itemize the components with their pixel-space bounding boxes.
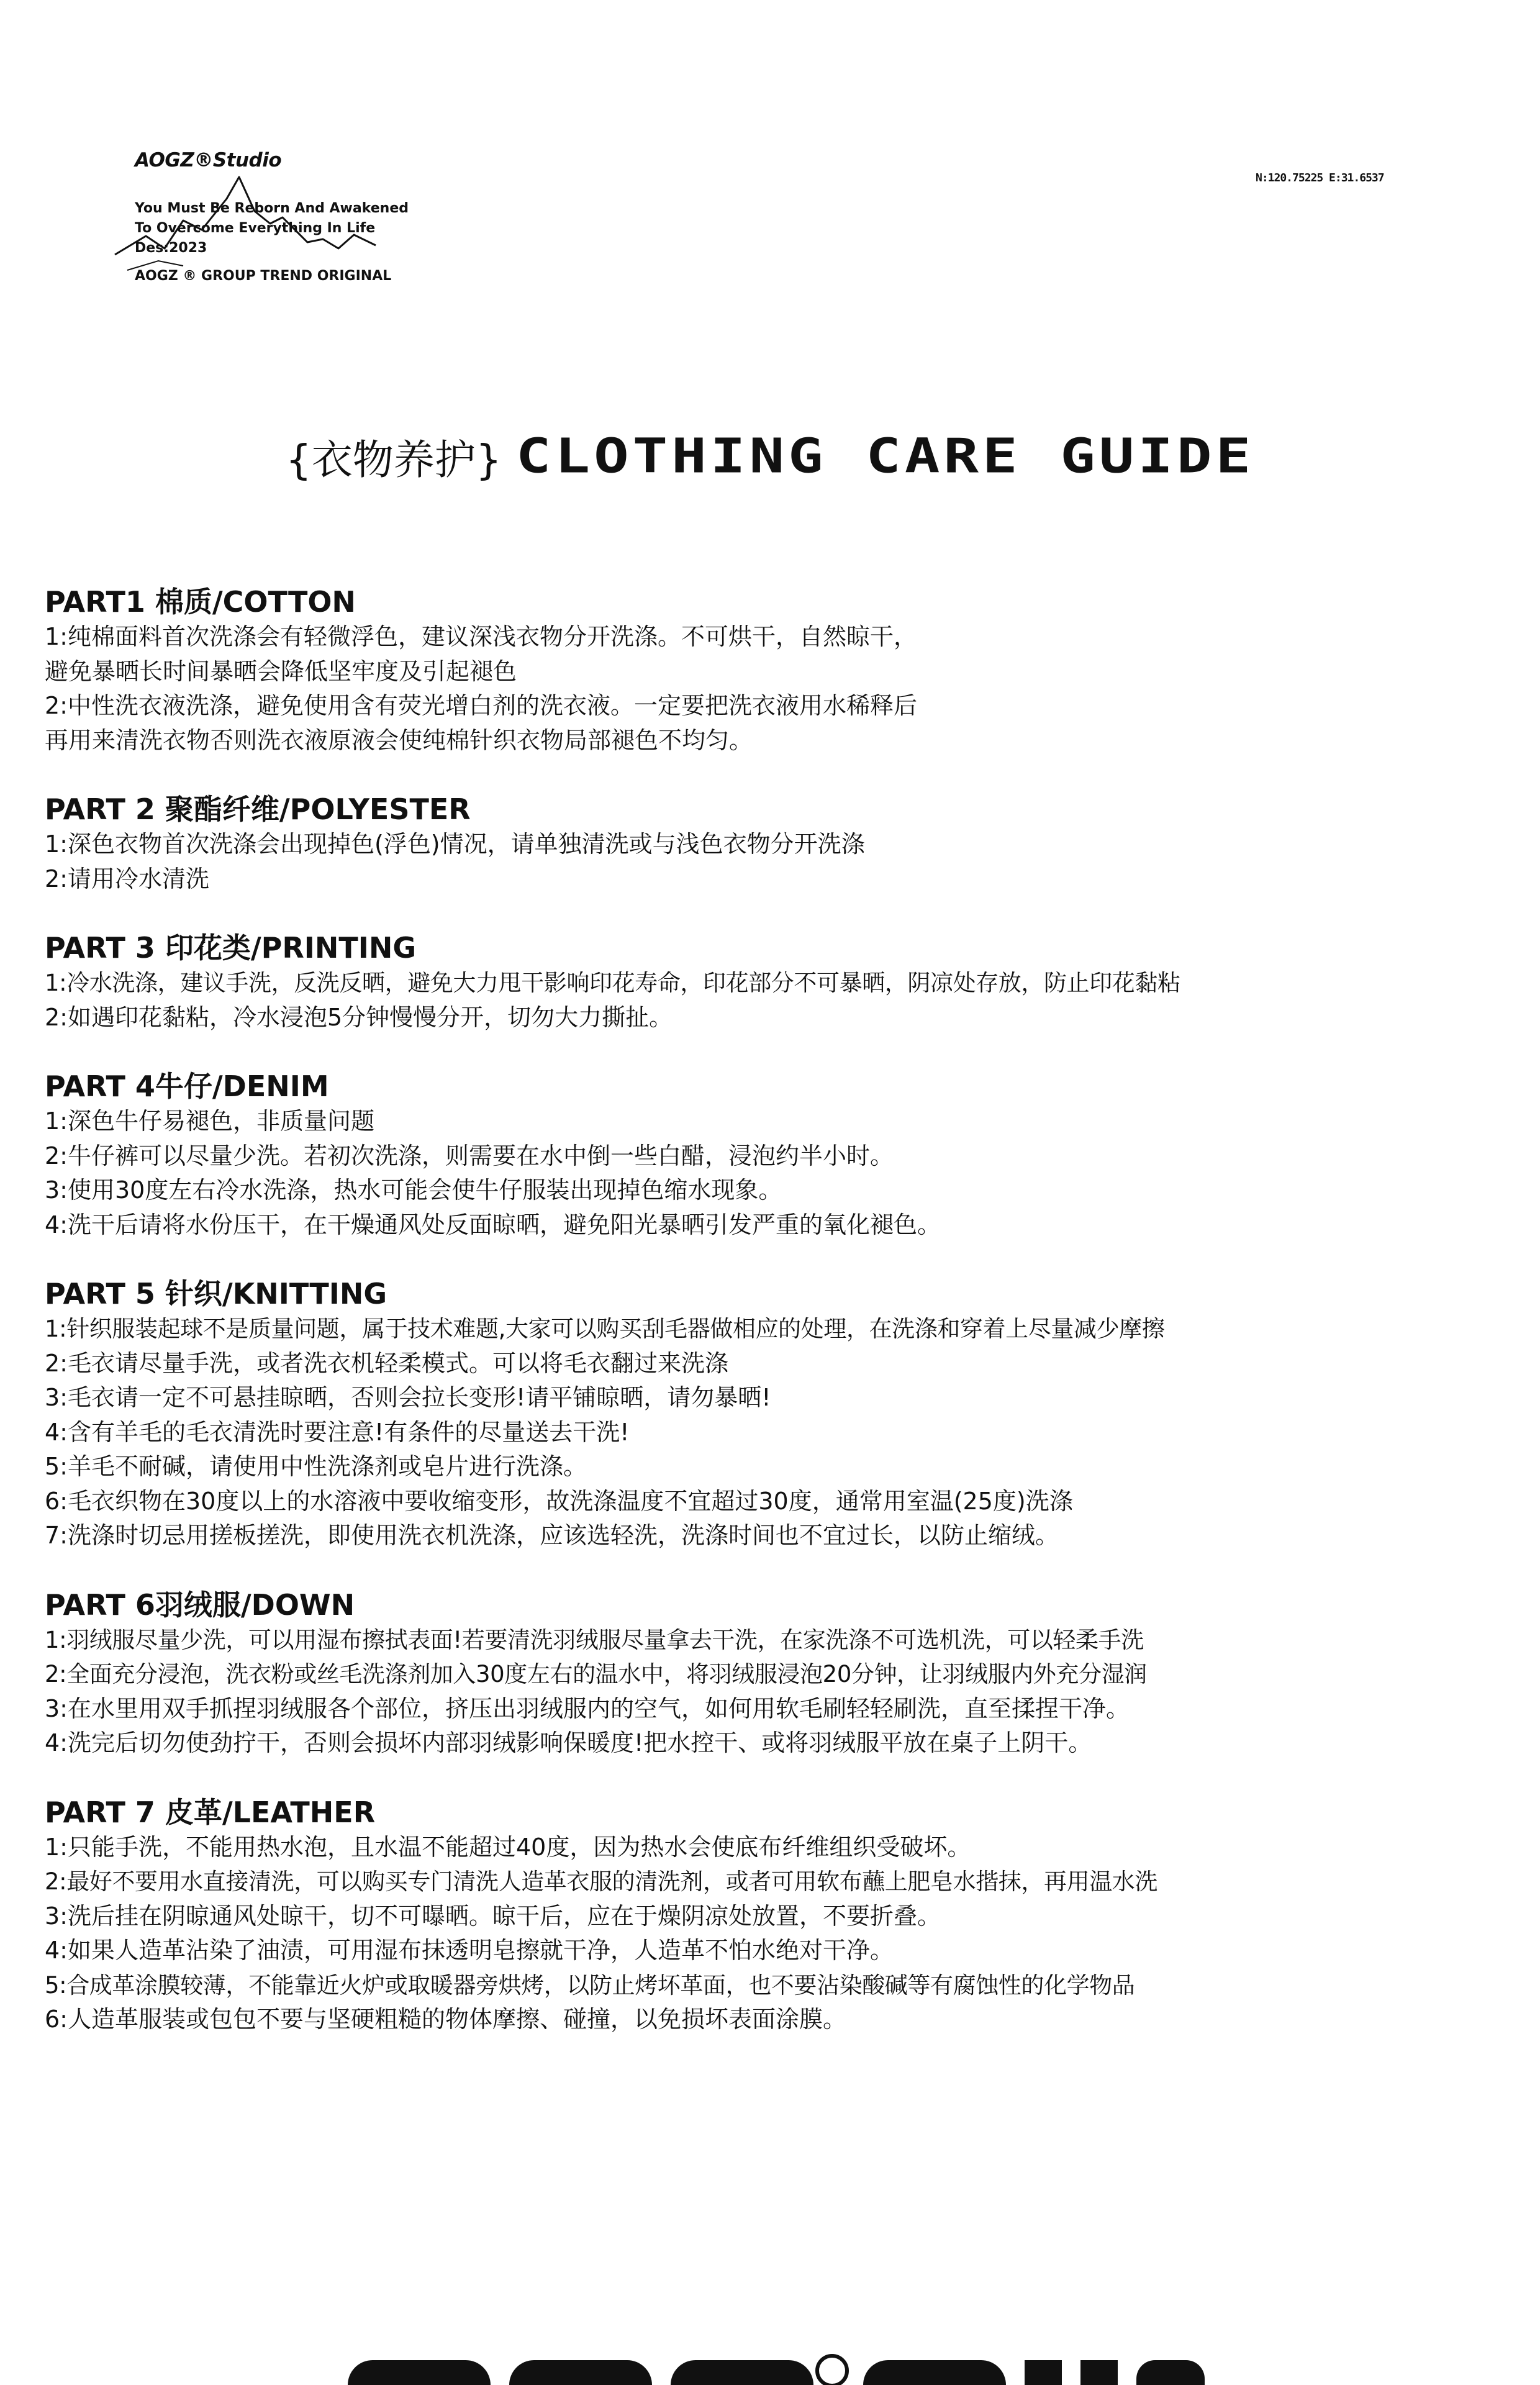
section-title: PART 4牛仔/DENIM bbox=[45, 1070, 329, 1103]
section-item: 5:羊毛不耐碱，请使用中性洗涤剂或皂片进行洗涤。 bbox=[45, 1453, 587, 1480]
section-item: 2:牛仔裤可以尽量少洗。若初次洗涤，则需要在水中倒一些白醋，浸泡约半小时。 bbox=[45, 1142, 894, 1170]
slogan-line: To Overcome Everything In Life bbox=[135, 220, 376, 236]
brand-wordmark-footer bbox=[348, 2337, 1205, 2385]
brand-slogan bbox=[135, 199, 409, 258]
section-printing bbox=[45, 930, 1510, 1035]
section-title: PART 5 针织/KNITTING bbox=[45, 1277, 387, 1311]
section-title: PART 7 皮革/LEATHER bbox=[45, 1795, 376, 1829]
section-item: 3:毛衣请一定不可悬挂晾晒，否则会拉长变形!请平铺晾晒，请勿暴晒! bbox=[45, 1384, 771, 1411]
page-title-cn: {衣物养护} bbox=[285, 436, 502, 484]
slogan-line: You Must Be Reborn And Awakened bbox=[135, 201, 409, 216]
section-item: 2:请用冷水清洗 bbox=[45, 865, 209, 893]
section-polyester bbox=[45, 791, 1510, 896]
section-knitting bbox=[45, 1276, 1510, 1553]
brand-subtitle: AOGZ ® GROUP TREND ORIGINAL bbox=[135, 268, 392, 284]
section-item: 2:最好不要用水直接清洗，可以购买专门清洗人造革衣服的清洗剂，或者可用软布蘸上肥皂水揩抹，再用温水洗 bbox=[45, 1868, 1158, 1895]
section-leather bbox=[45, 1794, 1510, 2037]
section-item: 3:使用30度左右冷水洗涤，热水可能会使牛仔服装出现掉色缩水现象。 bbox=[45, 1176, 782, 1204]
slogan-line: Des:2023 bbox=[135, 240, 207, 256]
section-item: 1:深色衣物首次洗涤会出现掉色(浮色)情况，请单独清洗或与浅色衣物分开洗涤 bbox=[45, 830, 865, 858]
page-title-en: CLOTHING CARE GUIDE bbox=[515, 428, 1255, 484]
section-item: 1:深色牛仔易褪色，非质量问题 bbox=[45, 1107, 374, 1135]
section-title: PART 6羽绒服/DOWN bbox=[45, 1588, 355, 1622]
section-item: 6:毛衣织物在30度以上的水溶液中要收缩变形，故洗涤温度不宜超过30度，通常用室温(25度)洗涤 bbox=[45, 1487, 1073, 1515]
section-cotton bbox=[45, 584, 1510, 758]
section-item: 3:洗后挂在阴晾通风处晾干，切不可曝晒。晾干后，应在于燥阴凉处放置，不要折叠。 bbox=[45, 1902, 941, 1930]
section-item: 6:人造革服装或包包不要与坚硬粗糙的物体摩擦、碰撞，以免损坏表面涂膜。 bbox=[45, 2006, 846, 2033]
brand-wordmark-graphic bbox=[348, 2337, 1205, 2385]
section-item: 5:合成革涂膜较薄，不能靠近火炉或取暖器旁烘烤，以防止烤坏革面，也不要沾染酸碱等有腐蚀性的化学物品 bbox=[45, 1971, 1135, 1999]
section-denim bbox=[45, 1068, 1510, 1242]
section-title: PART 2 聚酯纤维/POLYESTER bbox=[45, 793, 471, 826]
section-item: 2:如遇印花黏粘，冷水浸泡5分钟慢慢分开，切勿大力撕扯。 bbox=[45, 1003, 673, 1031]
page-title bbox=[0, 422, 1540, 490]
section-item: 1:只能手洗，不能用热水泡，且水温不能超过40度，因为热水会使底布纤维组织受破坏。 bbox=[45, 1833, 971, 1861]
section-item: 再用来清洗衣物否则洗衣液原液会使纯棉针织衣物局部褪色不均匀。 bbox=[45, 726, 753, 754]
section-item: 3:在水里用双手抓捏羽绒服各个部位，挤压出羽绒服内的空气，如何用软毛刷轻轻刷洗，直至揉捏干净。 bbox=[45, 1694, 1130, 1722]
section-title: PART1 棉质/COTTON bbox=[45, 585, 356, 619]
section-item: 4:含有羊毛的毛衣清洗时要注意!有条件的尽量送去干洗! bbox=[45, 1418, 630, 1446]
section-item: 2:毛衣请尽量手洗，或者洗衣机轻柔模式。可以将毛衣翻过来洗涤 bbox=[45, 1349, 728, 1377]
section-item: 2:全面充分浸泡，洗衣粉或丝毛洗涤剂加入30度左右的温水中，将羽绒服浸泡20分钟，让羽绒服内外充分湿润 bbox=[45, 1661, 1147, 1688]
section-down bbox=[45, 1587, 1510, 1761]
section-item: 1:冷水洗涤，建议手洗，反洗反晒，避免大力甩干影响印花寿命，印花部分不可暴晒，阴凉处存放，防止印花黏粘 bbox=[45, 970, 1180, 996]
brand-logo-block bbox=[134, 149, 419, 298]
section-item: 避免暴晒长时间暴晒会降低坚牢度及引起褪色 bbox=[45, 657, 517, 685]
brand-name: AOGZ®Studio bbox=[135, 149, 282, 171]
section-item: 1:针织服装起球不是质量问题，属于技术难题,大家可以购买刮毛器做相应的处理，在洗涤和穿着上尽量减少摩擦 bbox=[45, 1315, 1165, 1342]
section-item: 2:中性洗衣液洗涤，避免使用含有荧光增白剂的洗衣液。一定要把洗衣液用水稀释后 bbox=[45, 692, 917, 719]
section-item: 4:如果人造革沾染了油渍，可用湿布抹透明皂擦就干净，人造革不怕水绝对干净。 bbox=[45, 1937, 894, 1964]
section-item: 4:洗干后请将水份压干，在干燥通风处反面晾晒，避免阳光暴晒引发严重的氧化褪色。 bbox=[45, 1211, 941, 1238]
coordinates-label: N:120.75225 E:31.6537 bbox=[1256, 171, 1384, 184]
section-item: 1:纯棉面料首次洗涤会有轻微浮色，建议深浅衣物分开洗涤。不可烘干，自然晾干， bbox=[45, 623, 917, 650]
care-guide-content bbox=[45, 584, 1510, 2071]
section-title: PART 3 印花类/PRINTING bbox=[45, 931, 417, 965]
section-item: 7:洗涤时切忌用搓板搓洗，即使用洗衣机洗涤，应该选轻洗，洗涤时间也不宜过长，以防止缩绒。 bbox=[45, 1522, 1059, 1549]
section-item: 4:洗完后切勿使劲拧干，否则会损坏内部羽绒影响保暖度!把水控干、或将羽绒服平放在桌子上阴干。 bbox=[45, 1729, 1092, 1756]
section-item: 1:羽绒服尽量少洗，可以用湿布擦拭表面!若要清洗羽绒服尽量拿去干洗，在家洗涤不可选机洗，可以轻柔手洗 bbox=[45, 1626, 1144, 1653]
